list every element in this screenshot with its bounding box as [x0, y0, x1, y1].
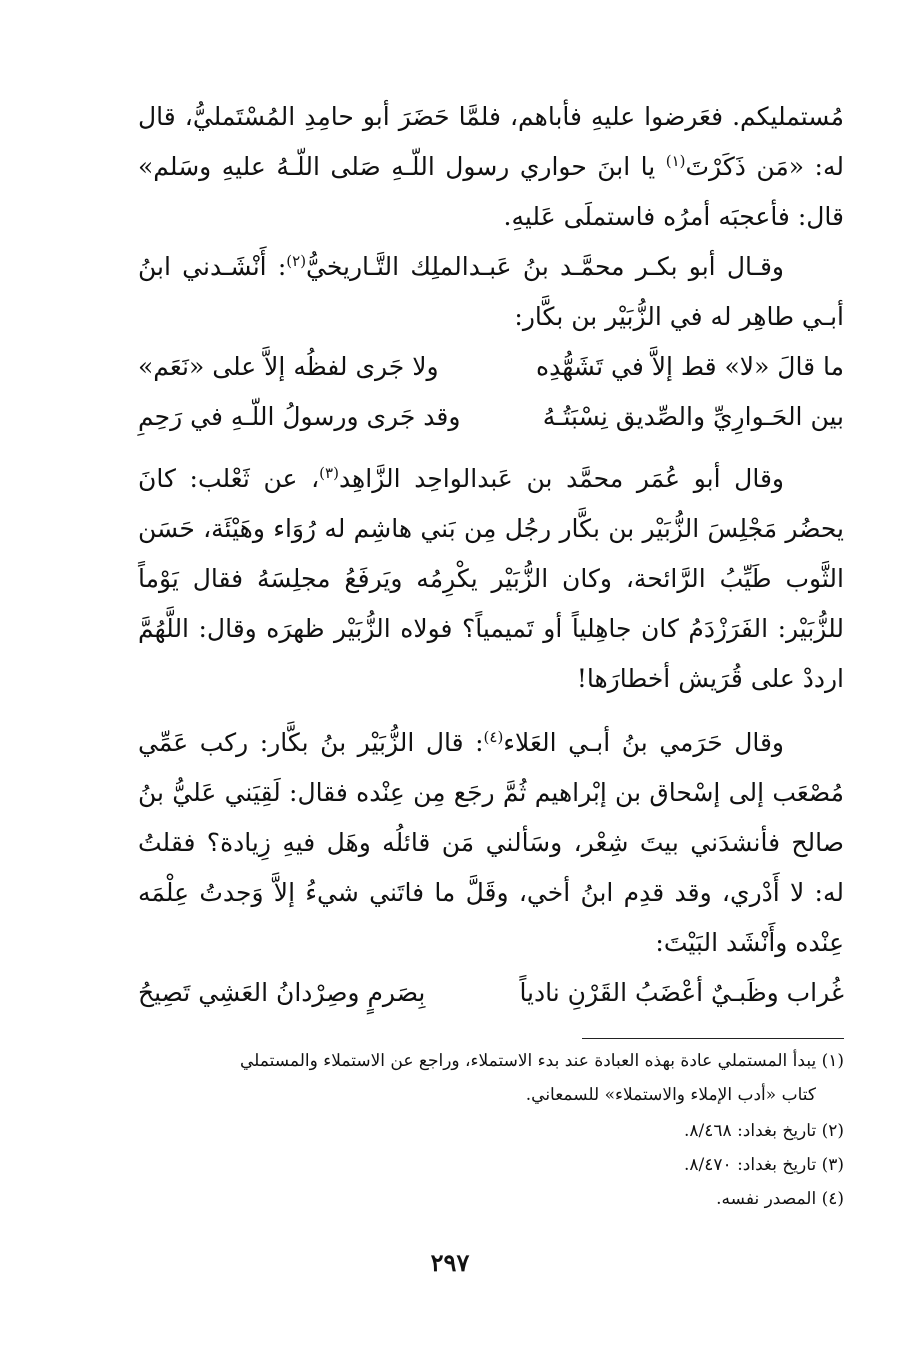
verse-line-1 [138, 342, 844, 392]
paragraph-2-tail: : أَنْشَـدني ابنُ أبـي طاهِر له في الزُّبَيْر بن بكَّار: [138, 252, 844, 331]
paragraph-2 [138, 242, 844, 342]
page-number: ٢٩٧ [430, 1248, 470, 1277]
paragraph-1-tail: يا ابنَ حواري رسول اللّـهِ صَلى اللّـهُ عليهِ وسَلم» قال: فأعجبَه أمرُه فاستملَى عَليهِ. [138, 152, 844, 231]
footnote-ref-2: (٢) [286, 252, 307, 270]
footnote-4: (٤) المصدر نفسه. [716, 1189, 844, 1209]
paragraph-3 [138, 454, 844, 704]
verse-3-second-hemistich: بِصَرمٍ وصِرْدانُ العَشِي تَصِيحُ [138, 978, 426, 1007]
verse-1-first-hemistich: ما قالَ «لا» قط إلاَّ في تَشَهُّدِه [536, 352, 844, 381]
footnote-ref-4: (٤) [483, 728, 504, 746]
paragraph-3-tail: ، عن ثَعْلب: كانَ يحضُر مَجْلِسَ الزُّبَيْر بن بكَّار رجُل مِن بَني هاشِم له رُوَاء وهَيْئَة، حَسَن الثَّوب طَيِّبُ الرَّائحة، وكان الزُّبَيْر يكْرِمُه ويَرفَعُ مجلِسَهُ فقال يَوْماً للزُّبَيْر: الفَرَزْدَمُ كان جاهِلياً أو تَميمياً؟ فولاه الزُّبَيْر ظهرَه وقال: اللَّهُمَّ ارددْ على قُرَيش أخطارَها! [138, 464, 844, 693]
footnote-3: (٣) تاريخ بغداد: ٨/٤٧٠. [684, 1155, 844, 1175]
footnote-1: (١) يبدأ المستملي عادة بهذه العبادة عند بدء الاستملاء، وراجع عن الاستملاء والمستملي [240, 1051, 844, 1071]
footnote-1-continuation: كتاب «أدب الإملاء والاستملاء» للسمعاني. [525, 1085, 816, 1105]
paragraph-2-text: وقـال أبو بكـر محمَّـد بنُ عَبـدالملِك التَّـاريخيُّ [306, 252, 784, 281]
paragraph-3-text: وقال أبو عُمَر محمَّد بن عَبدالواحِد الزَّاهِد [338, 464, 784, 493]
verse-3-first-hemistich: غُراب وظَبـيٌ أعْضَبُ القَرْنِ نادياً [519, 978, 844, 1007]
footnote-2: (٢) تاريخ بغداد: ٨/٤٦٨. [684, 1121, 844, 1141]
paragraph-4-tail: : قال الزُّبَيْر بنُ بكَّار: ركب عَمِّي مُصْعَب إلى إسْحاق بن إبْراهيم ثُمَّ رجَع مِن عِنْده فقال: لَقِيَني عَليُّ بنُ صالح فأنشدَني بيتَ شِعْر، وسَألني مَن قائلُه وهَل فيهِ زِيادة؟ فقلتُ له: لا أَدْري، وقد قدِم ابنُ أخي، وقَلَّ ما فاتَني شيءُ إلاَّ وَجدتُ عِلْمَه عِنْده وأَنْشَد البَيْتَ: [138, 728, 844, 957]
paragraph-4-text: وقال حَرَمي بنُ أبـي العَلاء [503, 728, 784, 757]
footnotes [130, 1046, 844, 1218]
verse-2-second-hemistich: وقد جَرى ورسولُ اللّـهِ في رَحِمِ [138, 402, 461, 431]
verse-line-2 [138, 392, 844, 442]
verse-line-3 [138, 968, 844, 1018]
footnote-divider [582, 1038, 844, 1039]
main-text [138, 92, 844, 1018]
paragraph-1-text: مُستمليكم. فعَرضوا عليهِ فأباهم، فلمَّا حَضَرَ أبو حامِدِ المُسْتَمليُّ، قال له: «مَن ذَكَرْتَ [138, 102, 844, 181]
footnote-ref-3: (٣) [319, 464, 339, 482]
paragraph-4 [138, 718, 844, 968]
verse-2-first-hemistich: بين الحَـوارِيِّ والصِّديق نِسْبَتُـهُ [542, 402, 844, 431]
paragraph-1 [138, 92, 844, 242]
verse-1-second-hemistich: ولا جَرى لفظُه إلاَّ على «نَعَم» [138, 352, 439, 381]
footnote-ref-1: (١) [665, 152, 686, 170]
